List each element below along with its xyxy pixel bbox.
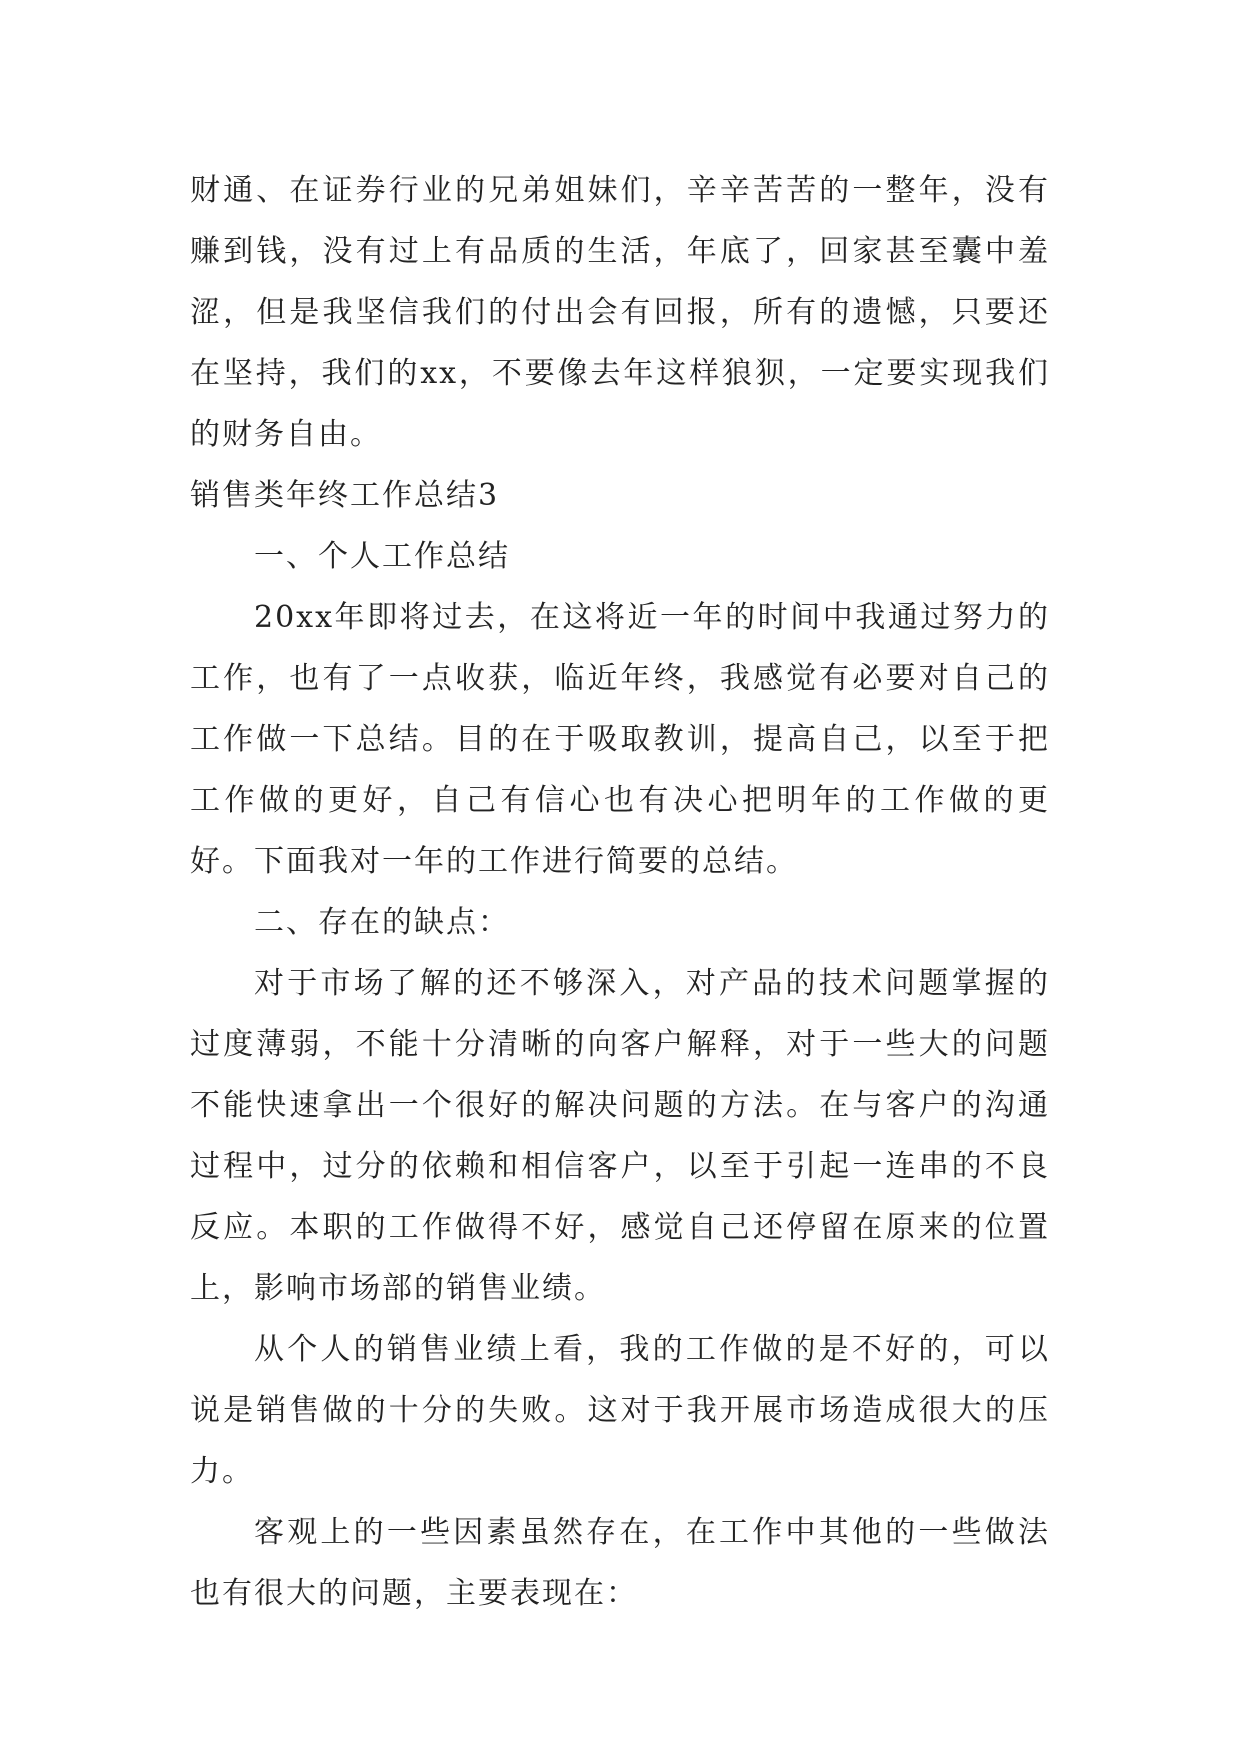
document-page <box>190 160 1050 1624</box>
intro-paragraph: 财通、在证券行业的兄弟姐妹们，辛辛苦苦的一整年，没有赚到钱，没有过上有品质的生活，年底了，回家甚至囊中羞涩，但是我坚信我们的付出会有回报，所有的遗憾，只要还在坚持，我们的xx，不要像去年这样狼狈，一定要实现我们的财务自由。 <box>190 173 1050 452</box>
section-title: 销售类年终工作总结3 <box>190 478 500 513</box>
subheading-personal-summary: 一、个人工作总结 <box>254 539 510 574</box>
paragraph-objective-factors: 客观上的一些因素虽然存在，在工作中其他的一些做法也有很大的问题，主要表现在： <box>190 1515 1050 1611</box>
paragraph-market-knowledge: 对于市场了解的还不够深入，对产品的技术问题掌握的过度薄弱，不能十分清晰的向客户解释，对于一些大的问题不能快速拿出一个很好的解决问题的方法。在与客户的沟通过程中，过分的依赖和相信客户，以至于引起一连串的不良反应。本职的工作做得不好，感觉自己还停留在原来的位置上，影响市场部的销售业绩。 <box>190 966 1050 1306</box>
paragraph-year-review: 20xx年即将过去，在这将近一年的时间中我通过努力的工作，也有了一点收获，临近年终，我感觉有必要对自己的工作做一下总结。目的在于吸取教训，提高自己，以至于把工作做的更好，自己有信心也有决心把明年的工作做的更好。下面我对一年的工作进行简要的总结。 <box>190 600 1050 879</box>
subheading-shortcomings: 二、存在的缺点： <box>254 905 510 940</box>
paragraph-sales-performance: 从个人的销售业绩上看，我的工作做的是不好的，可以说是销售做的十分的失败。这对于我开展市场造成很大的压力。 <box>190 1332 1050 1489</box>
